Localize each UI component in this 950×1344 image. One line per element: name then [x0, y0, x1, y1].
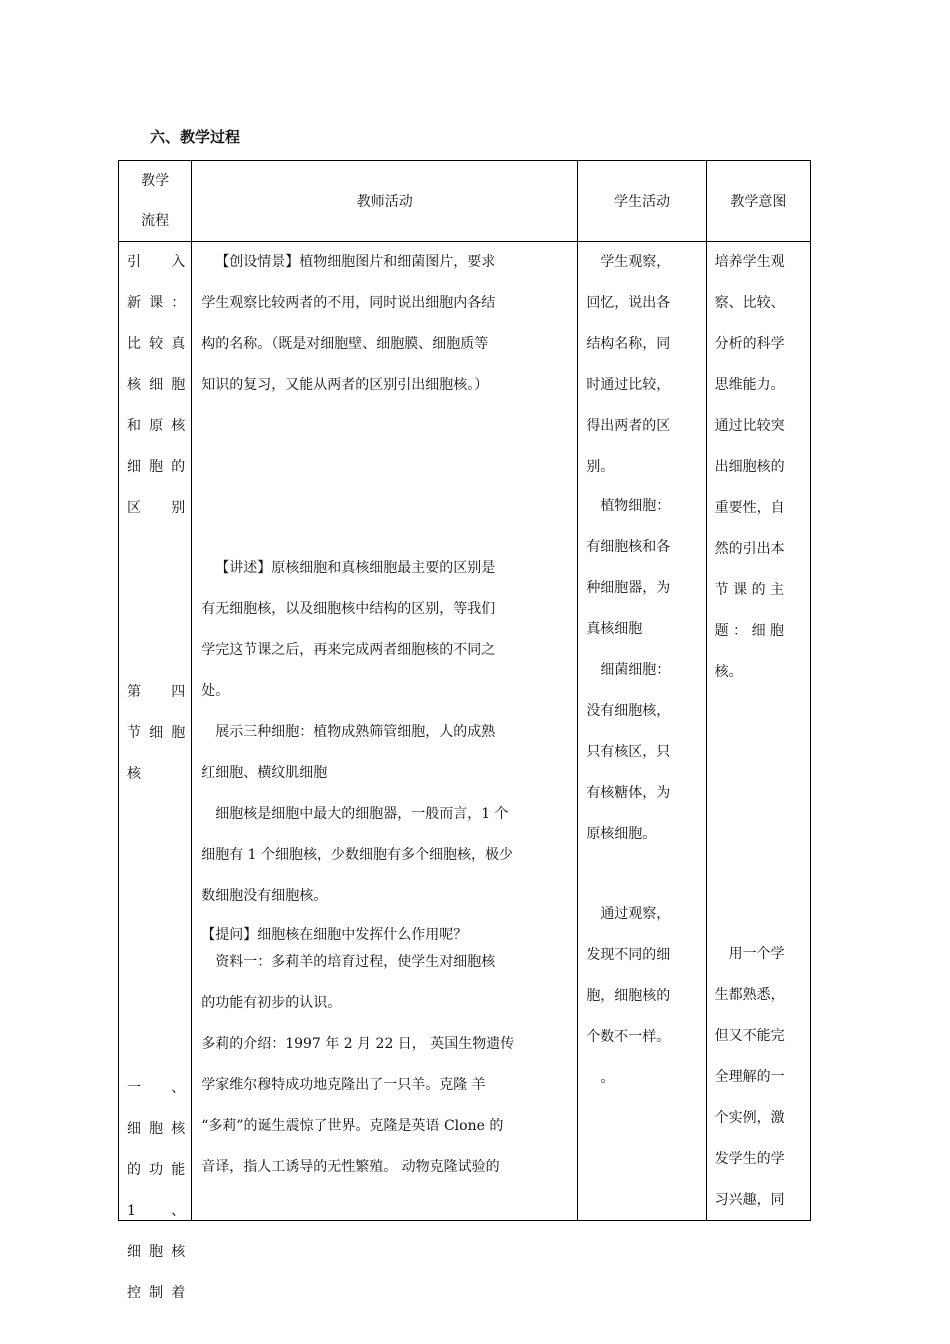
text-line: 发现不同的细: [586, 947, 671, 963]
text-line: 红细胞、横纹肌细胞: [201, 765, 328, 781]
text-line: 别。: [586, 459, 615, 475]
header-teacher: 教师活动: [192, 161, 578, 242]
text-line: 培养学生观: [714, 254, 785, 270]
text-line: 多莉的介绍：1997 年 2 月 22 日， 英国生物遗传: [201, 1036, 515, 1052]
section-heading: 六、教学过程: [150, 128, 241, 146]
text-line: 个实例，激: [714, 1110, 785, 1126]
header-student: 学生活动: [578, 161, 706, 242]
text-line: 。: [600, 1070, 615, 1086]
text-line: 核。: [714, 664, 743, 680]
student-activity-cell: [578, 242, 705, 1220]
teacher-scenario: [201, 242, 569, 406]
text-line: 有核糖体，为: [586, 785, 671, 801]
text-line: 区别: [127, 500, 186, 516]
teacher-material1: [201, 942, 569, 1024]
text-line: 资料一：多莉羊的培育过程，使学生对细胞核: [215, 954, 496, 970]
text-line: 通过比较突: [714, 418, 785, 434]
text-line: 引 入: [127, 254, 186, 270]
text-line: 学生观察，: [600, 254, 671, 270]
text-line: 只有核区，只: [586, 744, 671, 760]
text-line: 节 课 的 主: [714, 582, 785, 598]
flow-section4: [127, 672, 185, 795]
header-intent: 教学意图: [706, 161, 810, 242]
text-line: 细胞核: [127, 1244, 186, 1260]
text-line: 然的引出本: [714, 541, 785, 557]
text-line: 细菌细胞：: [600, 662, 671, 678]
text-line: 回忆，说出各: [586, 295, 671, 311]
teacher-show-cells: [201, 712, 569, 794]
text-line: 习兴趣，同: [714, 1192, 785, 1208]
text-line: 生都熟悉，: [714, 987, 785, 1003]
text-line: 细胞核: [127, 1121, 186, 1137]
text-line: 1 、: [127, 1203, 186, 1219]
student-observe-count: [586, 894, 699, 1058]
flow-intro: [127, 242, 185, 529]
text-line: 但又不能完: [714, 1028, 785, 1044]
text-line: 用一个学: [728, 946, 785, 962]
student-observe: [586, 242, 699, 488]
text-line: 察、比较、: [714, 295, 785, 311]
text-line: 分析的科学: [714, 336, 785, 352]
text-line: 发学生的学: [714, 1151, 785, 1167]
flow-cell: [119, 242, 191, 1301]
teacher-lecture: [201, 548, 569, 712]
flow-function: [127, 1068, 185, 1314]
text-line: 新课：: [127, 295, 186, 311]
intent-thinking: [715, 242, 804, 693]
text-line: 一 、: [127, 1080, 186, 1096]
text-line: 结构名称，同: [586, 336, 671, 352]
text-line: 核细胞: [127, 377, 186, 393]
header-flow-line1: 教学: [141, 173, 170, 189]
text-line: 第 四: [127, 684, 186, 700]
teaching-process-table: [118, 160, 811, 1301]
text-line: 控制着: [127, 1285, 186, 1301]
text-line: 学完这节课之后，再来完成两者细胞核的不同之: [201, 642, 496, 658]
text-line: 构的名称。（既是对细胞壁、细胞膜、细胞质等: [201, 336, 489, 352]
text-line: 通过观察，: [600, 906, 671, 922]
text-line: 得出两者的区: [586, 418, 671, 434]
header-flow-line2: 流程: [141, 213, 170, 229]
text-line: 细胞有 1 个细胞核，少数细胞有多个细胞核，极少: [201, 847, 514, 863]
text-line: 原核细胞。: [586, 826, 657, 842]
text-line: 全理解的一: [714, 1069, 785, 1085]
text-line: 学家维尔穆特成功地克隆出了一只羊。克隆 羊: [201, 1077, 486, 1093]
text-line: 有细胞核和各: [586, 539, 671, 555]
teacher-nucleus-count: [201, 794, 569, 917]
table-body-row: [119, 242, 811, 1221]
text-line: 处。: [201, 683, 230, 699]
text-line: 种细胞器，为: [586, 580, 671, 596]
student-plant-cell: [586, 486, 699, 650]
student-bacteria-cell: [586, 650, 699, 855]
teacher-activity-cell: [192, 242, 577, 1220]
text-line: 【创设情景】植物细胞图片和细菌图片，要求: [215, 254, 496, 270]
text-line: 真核细胞: [586, 621, 643, 637]
text-line: 和原核: [127, 418, 186, 434]
text-line: 个数不一样。: [586, 1029, 671, 1045]
teaching-intent-cell: [707, 242, 810, 1220]
text-line: 时通过比较，: [586, 377, 671, 393]
text-line: 题 ： 细 胞: [714, 623, 785, 639]
text-line: 知识的复习，又能从两者的区别引出细胞核。）: [201, 377, 489, 393]
teacher-dolly-intro: [201, 1024, 569, 1188]
text-line: 的功能有初步的认识。: [201, 995, 342, 1011]
text-line: 节细胞: [127, 725, 186, 741]
text-line: 没有细胞核，: [586, 703, 671, 719]
table-header-row: [119, 161, 811, 242]
header-flow: [119, 161, 192, 242]
text-line: 核: [127, 766, 141, 782]
text-line: 比较真: [127, 336, 186, 352]
text-line: 【讲述】原核细胞和真核细胞最主要的区别是: [215, 560, 496, 576]
text-line: 学生观察比较两者的不用，同时说出细胞内各结: [201, 295, 496, 311]
text-line: 思维能力。: [714, 377, 785, 393]
text-line: 出细胞核的: [714, 459, 785, 475]
text-line: 有无细胞核，以及细胞核中结构的区别，等我们: [201, 601, 496, 617]
text-line: 植物细胞：: [600, 498, 671, 514]
text-line: 胞，细胞核的: [586, 988, 671, 1004]
text-line: 展示三种细胞：植物成熟筛管细胞，人的成熟: [215, 724, 496, 740]
text-line: 的功能: [127, 1162, 186, 1178]
text-line: 细胞核是细胞中最大的细胞器，一般而言，1 个: [215, 806, 509, 822]
student-dot: [600, 1058, 699, 1099]
text-line: “多莉”的诞生震惊了世界。克隆是英语 Clone 的: [201, 1118, 504, 1134]
text-line: 细胞的: [127, 459, 186, 475]
intent-interest: [715, 934, 804, 1221]
text-line: 重要性，自: [714, 500, 785, 516]
text-line: 数细胞没有细胞核。: [201, 888, 328, 904]
text-line: 【提问】细胞核在细胞中发挥什么作用呢？: [201, 927, 468, 943]
text-line: 音译，指人工诱导的无性繁殖。 动物克隆试验的: [201, 1159, 500, 1175]
